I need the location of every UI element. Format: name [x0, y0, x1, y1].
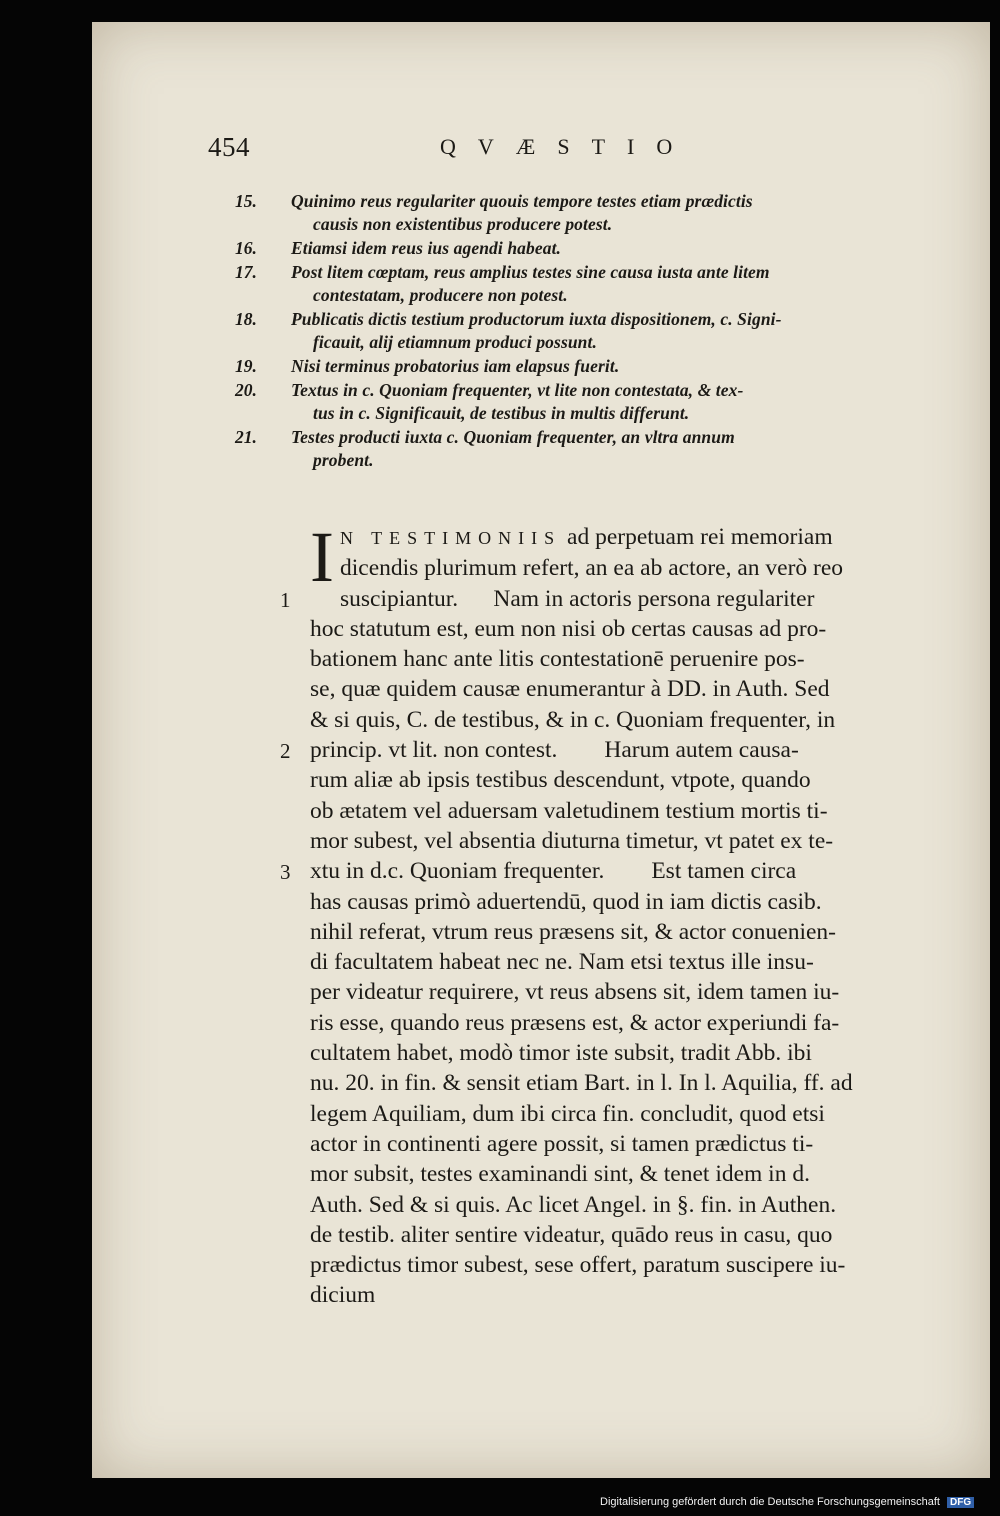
body-line: hoc statutum est, eum non nisi ob certas causas ad pro-	[310, 615, 827, 642]
summary-item	[235, 237, 955, 260]
body-line: di facultatem habeat nec ne. Nam etsi textus ille insu-	[310, 949, 814, 976]
body-line: dicium	[310, 1282, 376, 1309]
summary-line: Testes producti iuxta c. Quoniam frequenter, an vltra annum	[291, 427, 735, 447]
summary-line: probent.	[313, 450, 374, 470]
summary-text	[291, 237, 955, 260]
summary-number: 18.	[235, 309, 257, 329]
summary-item	[235, 261, 955, 307]
summary-text	[291, 261, 955, 307]
summary-text	[291, 379, 955, 425]
footer-credit	[600, 1496, 974, 1508]
summary-line: contestatam, producere non potest.	[313, 285, 568, 305]
summary-number: 16.	[235, 238, 257, 258]
body-line: has causas primò aduertendū, quod in iam dictis casib.	[310, 888, 822, 915]
summary-item	[235, 379, 955, 425]
summary-text	[291, 308, 955, 354]
summary-item	[235, 308, 955, 354]
summary-text	[291, 190, 955, 236]
page-header	[0, 132, 1000, 172]
body-line: rum aliæ ab ipsis testibus descendunt, vtpote, quando	[310, 767, 811, 794]
body-text	[310, 517, 930, 1311]
body-line: legem Aquiliam, dum ibi circa fin. concludit, quod etsi	[310, 1100, 825, 1127]
dfg-badge: DFG	[947, 1497, 974, 1508]
paragraph	[310, 517, 930, 1311]
summary-line: tus in c. Significauit, de testibus in multis differunt.	[313, 403, 690, 423]
body-line: actor in continenti agere possit, si tamen prædictus ti-	[310, 1130, 814, 1157]
summary-line: Quinimo reus regulariter quouis tempore testes etiam prædictis	[291, 191, 753, 211]
body-line: princip. vt lit. non contest. Harum autem causa-	[310, 737, 799, 764]
summary-text	[291, 426, 955, 472]
page-number: 454	[208, 132, 250, 162]
body-line: per videatur requirere, vt reus absens sit, idem tamen iu-	[310, 979, 840, 1006]
summary-line: Publicatis dictis testium productorum iuxta dispositionem, c. Signi-	[291, 309, 782, 329]
body-line: prædictus timor subest, sese offert, paratum suscipere iu-	[310, 1252, 846, 1279]
summary-line: causis non existentibus producere potest.	[313, 214, 613, 234]
summary-number: 19.	[235, 356, 257, 376]
summary-number: 20.	[235, 380, 257, 400]
summary-item	[235, 426, 955, 472]
margin-number: 2	[280, 739, 291, 763]
body-line: nu. 20. in fin. & sensit etiam Bart. in l. In l. Aquilia, ff. ad	[310, 1070, 853, 1097]
body-line: & si quis, C. de testibus, & in c. Quoniam frequenter, in	[310, 706, 836, 733]
summary-list	[235, 190, 955, 473]
body-line: cultatem habet, modò timor iste subsit, tradit Abb. ibi	[310, 1040, 812, 1067]
body-line: ob ætatem vel aduersam valetudinem testium mortis ti-	[310, 797, 828, 824]
body-line: mor subsit, testes examinandi sint, & tenet idem in d.	[310, 1161, 810, 1188]
summary-item	[235, 355, 955, 378]
summary-text	[291, 355, 955, 378]
body-line: nihil referat, vtrum reus præsens sit, & actor conuenien-	[310, 918, 836, 945]
body-line: xtu in d.c. Quoniam frequenter. Est tamen circa	[310, 858, 797, 885]
margin-number: 3	[280, 860, 291, 884]
drop-cap: I	[310, 517, 334, 597]
summary-number: 21.	[235, 427, 257, 447]
summary-line: Etiamsi idem reus ius agendi habeat.	[291, 238, 562, 258]
summary-item	[235, 190, 955, 236]
margin-number: 1	[280, 588, 291, 612]
body-line: se, quæ quidem causæ enumerantur à DD. in Auth. Sed	[310, 676, 830, 703]
body-line: Auth. Sed & si quis. Ac licet Angel. in §. fin. in Authen.	[310, 1191, 837, 1218]
body-line: ris esse, quando reus præsens est, & actor experiundi fa-	[310, 1009, 840, 1036]
body-line: de testib. aliter sentire videatur, quādo reus in casu, quo	[310, 1221, 833, 1248]
summary-line: Post litem cœptam, reus amplius testes sine causa iusta ante litem	[291, 262, 770, 282]
summary-number: 15.	[235, 191, 257, 211]
body-line: mor subest, vel absentia diuturna timetur, vt patet ex te-	[310, 827, 834, 854]
body-line: ad perpetuam rei memoriam	[567, 524, 833, 550]
body-line: bationem hanc ante litis contestationē peruenire pos-	[310, 646, 805, 673]
running-head: QVÆSTIO	[440, 134, 695, 159]
summary-number: 17.	[235, 262, 257, 282]
summary-line: Nisi terminus probatorius iam elapsus fuerit.	[291, 356, 620, 376]
footer-text: Digitalisierung gefördert durch die Deutsche Forschungsgemeinschaft	[600, 1496, 940, 1508]
summary-line: Textus in c. Quoniam frequenter, vt lite non contestata, & tex-	[291, 380, 744, 400]
summary-line: ficauit, alij etiamnum produci possunt.	[313, 332, 597, 352]
body-line: dicendis plurimum refert, an ea ab actore, an verò reo	[339, 555, 844, 582]
lead-word: N TESTIMONIIS	[339, 528, 562, 548]
body-line: suscipiantur. Nam in actoris persona regulariter	[339, 585, 815, 612]
